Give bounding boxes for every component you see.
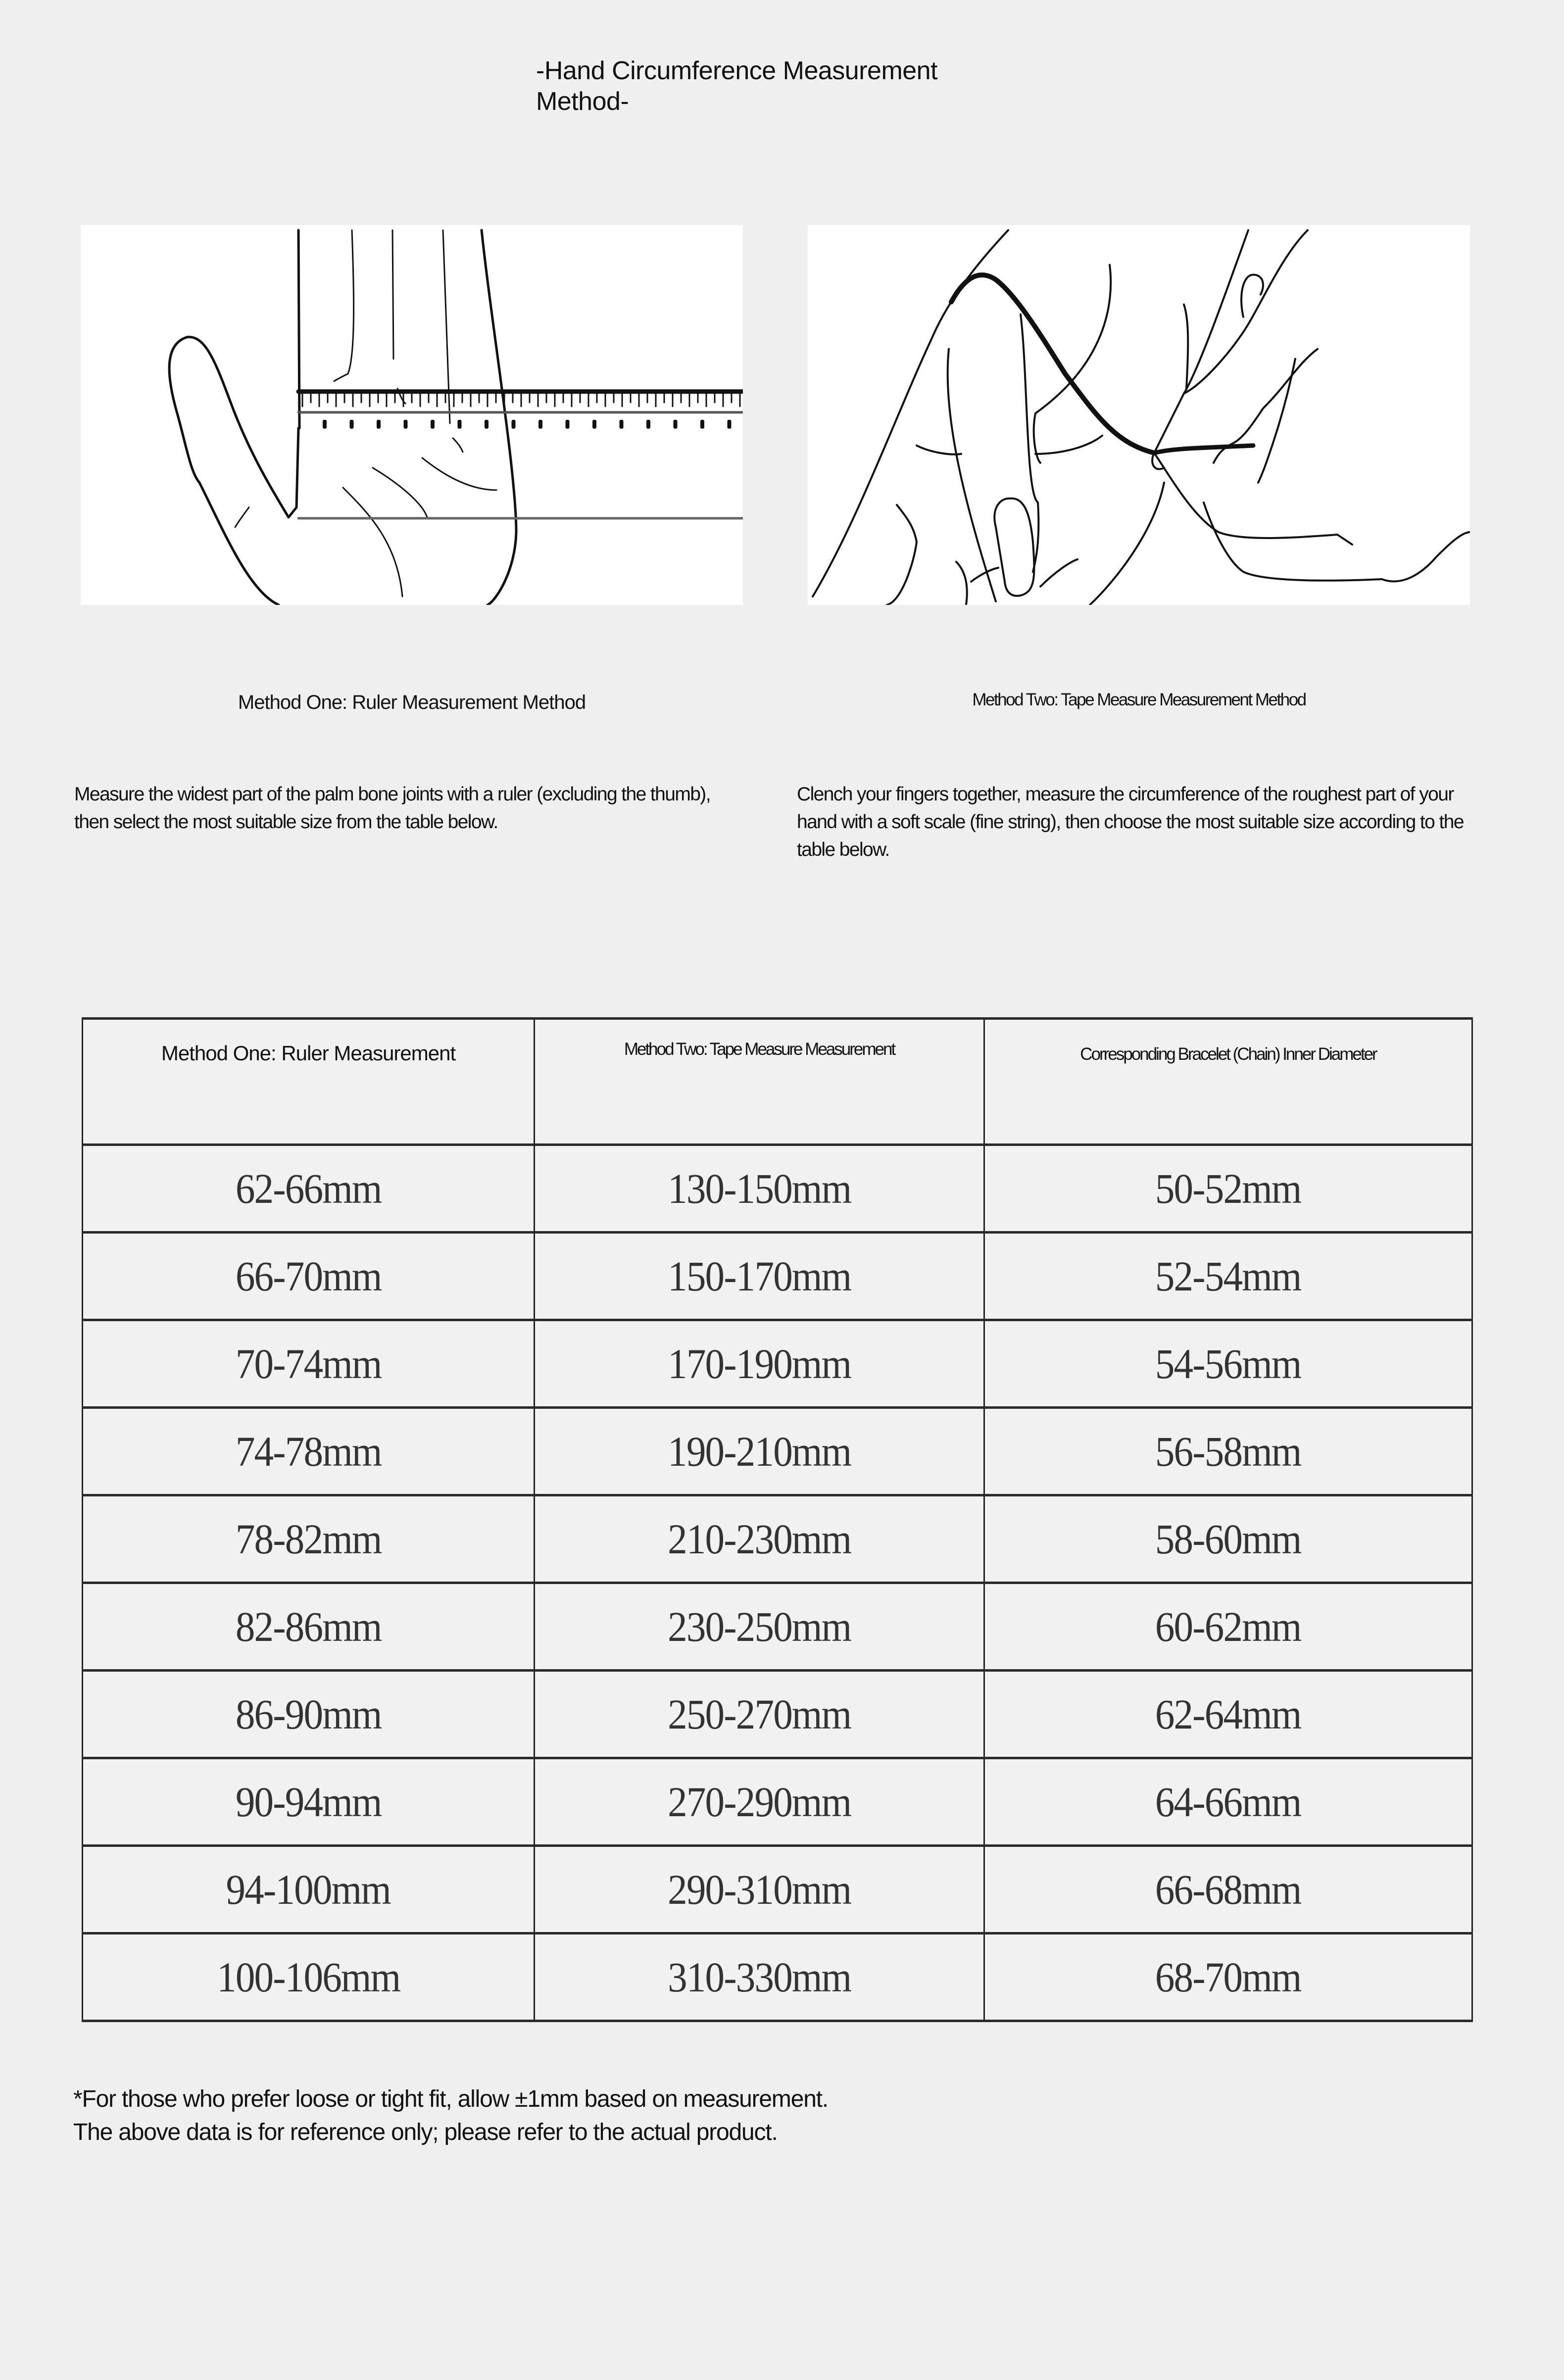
finger-outline bbox=[392, 230, 393, 359]
inner-diameter-value-text: 60-62mm bbox=[1155, 1603, 1301, 1650]
ruler-marker bbox=[592, 420, 596, 429]
ruler-value-text: 74-78mm bbox=[235, 1428, 382, 1475]
table-row bbox=[83, 1233, 1472, 1320]
inner-diameter-value-text: 66-68mm bbox=[1155, 1866, 1301, 1913]
tape-value-text: 190-210mm bbox=[667, 1428, 851, 1475]
hand-outline bbox=[1154, 453, 1352, 545]
finger-crease bbox=[956, 562, 967, 605]
table-row bbox=[83, 1758, 1472, 1846]
ruler-value bbox=[83, 1408, 535, 1495]
table-row bbox=[83, 1495, 1472, 1583]
ruler-marker bbox=[377, 420, 381, 429]
tape-value bbox=[535, 1671, 984, 1758]
ruler-marker bbox=[728, 420, 732, 429]
finger-outline bbox=[298, 230, 299, 428]
hand-with-string-illustration bbox=[808, 225, 1470, 605]
inner-diameter-value-text: 56-58mm bbox=[1155, 1428, 1301, 1475]
knuckle-crease bbox=[1035, 436, 1102, 454]
ruler-value bbox=[83, 1846, 535, 1934]
finger-outline bbox=[948, 349, 996, 601]
thumb-outline bbox=[169, 337, 298, 605]
hand-outline bbox=[1090, 483, 1164, 605]
ruler-marker bbox=[485, 420, 489, 429]
ruler-marker bbox=[566, 420, 570, 429]
tape-value bbox=[535, 1934, 984, 2021]
ruler-value bbox=[83, 1671, 535, 1758]
size-chart-table bbox=[82, 1017, 1473, 2022]
finger-outline bbox=[1184, 304, 1188, 389]
inner-diameter-value bbox=[984, 1320, 1472, 1408]
tape-value bbox=[535, 1233, 984, 1320]
footnote: *For those who prefer loose or tight fit, allow ±1mm based on measurement. The above data is for reference only; please refer to the actual product. bbox=[73, 2086, 828, 2145]
tape-value bbox=[535, 1495, 984, 1583]
thumb-tip bbox=[1241, 275, 1263, 317]
inner-diameter-value bbox=[984, 1583, 1472, 1671]
finger-outline bbox=[1021, 314, 1038, 572]
string bbox=[951, 275, 1154, 453]
fingernail bbox=[994, 498, 1034, 596]
table-row bbox=[83, 1583, 1472, 1671]
tape-value-text: 250-270mm bbox=[667, 1690, 851, 1738]
tape-value-text: 170-190mm bbox=[667, 1340, 851, 1388]
finger-crease bbox=[887, 505, 917, 605]
palm-crease bbox=[343, 488, 402, 596]
inner-diameter-value bbox=[984, 1233, 1472, 1320]
ruler-marker bbox=[512, 420, 516, 429]
inner-diameter-value bbox=[984, 1145, 1472, 1233]
ruler-value bbox=[83, 1233, 535, 1320]
palm-crease bbox=[422, 458, 496, 490]
ruler-marker bbox=[404, 420, 408, 429]
inner-diameter-value-text: 50-52mm bbox=[1155, 1165, 1301, 1212]
tape-value-text: 150-170mm bbox=[667, 1252, 851, 1300]
method-one-caption: Method One: Ruler Measurement Method bbox=[238, 692, 586, 713]
inner-diameter-value bbox=[984, 1934, 1472, 2021]
string bbox=[1154, 446, 1253, 453]
tape-value-text: 210-230mm bbox=[667, 1515, 851, 1563]
ruler-value-text: 90-94mm bbox=[235, 1778, 382, 1826]
table-row bbox=[83, 1846, 1472, 1934]
inner-diameter-value-text: 62-64mm bbox=[1155, 1690, 1301, 1738]
ruler-value bbox=[83, 1758, 535, 1846]
hand-outline bbox=[813, 230, 1008, 596]
table-row bbox=[83, 1408, 1472, 1495]
method-two-caption: Method Two: Tape Measure Measurement Method bbox=[972, 690, 1306, 709]
tape-value-text: 310-330mm bbox=[667, 1953, 851, 2001]
ruler-marker bbox=[350, 420, 354, 429]
inner-diameter-value bbox=[984, 1408, 1472, 1495]
tape-value bbox=[535, 1320, 984, 1408]
ruler-marker bbox=[431, 420, 435, 429]
inner-diameter-value bbox=[984, 1846, 1472, 1934]
ruler-value-text: 94-100mm bbox=[226, 1866, 391, 1913]
method-two-description: Clench your fingers together, measure the circumference of the roughest part of your hand with a soft scale (fine string), then choose the most suitable size according to the table below. bbox=[797, 784, 1464, 860]
finger-crease bbox=[971, 568, 998, 582]
tape-value bbox=[535, 1583, 984, 1671]
ruler-value-text: 86-90mm bbox=[235, 1690, 382, 1738]
inner-diameter-value-text: 64-66mm bbox=[1155, 1778, 1301, 1826]
ruler-value-text: 82-86mm bbox=[235, 1603, 382, 1650]
ruler-marker bbox=[458, 420, 462, 429]
finger-outline bbox=[443, 230, 450, 423]
ruler-marker bbox=[538, 420, 542, 429]
tape-value-text: 230-250mm bbox=[667, 1603, 851, 1650]
tape-value bbox=[535, 1758, 984, 1846]
inner-diameter-value bbox=[984, 1495, 1472, 1583]
inner-diameter-value-text: 52-54mm bbox=[1155, 1252, 1301, 1300]
ruler bbox=[298, 392, 743, 518]
ruler-value-text: 62-66mm bbox=[235, 1165, 382, 1212]
hand-outline bbox=[1204, 502, 1470, 581]
ruler-value-text: 66-70mm bbox=[235, 1252, 382, 1300]
ruler-value bbox=[83, 1934, 535, 2021]
header-tape-measurement: Method Two: Tape Measure Measurement bbox=[535, 1019, 984, 1145]
ruler-value bbox=[83, 1495, 535, 1583]
tape-value bbox=[535, 1846, 984, 1934]
inner-diameter-value bbox=[984, 1671, 1472, 1758]
ruler-value-text: 78-82mm bbox=[235, 1515, 382, 1563]
finger-outline bbox=[1034, 265, 1111, 463]
ruler-value bbox=[83, 1583, 535, 1671]
inner-diameter-value-text: 54-56mm bbox=[1155, 1340, 1301, 1388]
string-measurement-drawing bbox=[808, 225, 1470, 605]
tape-value-text: 290-310mm bbox=[667, 1866, 851, 1913]
ruler-marker bbox=[323, 420, 327, 429]
tape-value-text: 130-150mm bbox=[667, 1165, 851, 1212]
header-bracelet-inner-diameter: Corresponding Bracelet (Chain) Inner Diameter bbox=[984, 1019, 1472, 1145]
header-ruler-measurement: Method One: Ruler Measurement bbox=[83, 1019, 535, 1145]
knuckle-line bbox=[453, 438, 463, 452]
ruler-marker bbox=[646, 420, 650, 429]
finger-crease bbox=[1040, 559, 1077, 587]
ruler-measurement-drawing bbox=[81, 225, 743, 605]
hand-outline bbox=[1152, 230, 1248, 469]
table-row bbox=[83, 1145, 1472, 1233]
tape-value-text: 270-290mm bbox=[667, 1778, 851, 1826]
ruler-value-text: 70-74mm bbox=[235, 1340, 382, 1388]
table-header-row bbox=[83, 1019, 1472, 1145]
ruler-value-text: 100-106mm bbox=[216, 1953, 400, 2001]
palm-crease bbox=[235, 507, 249, 527]
ruler-value bbox=[83, 1320, 535, 1408]
tape-value bbox=[535, 1408, 984, 1495]
table-row bbox=[83, 1320, 1472, 1408]
palm-crease bbox=[373, 468, 427, 517]
ruler-marker bbox=[700, 420, 704, 429]
tape-value bbox=[535, 1145, 984, 1233]
inner-diameter-value-text: 58-60mm bbox=[1155, 1515, 1301, 1563]
ruler-marker bbox=[674, 420, 678, 429]
hand-outline bbox=[1184, 230, 1308, 394]
palm-outline bbox=[482, 230, 516, 605]
ruler-value bbox=[83, 1145, 535, 1233]
page-title: -Hand Circumference Measurement Method- bbox=[536, 56, 938, 116]
ruler-marker bbox=[620, 420, 624, 429]
table-row bbox=[83, 1671, 1472, 1758]
finger-outline bbox=[334, 230, 354, 381]
inner-diameter-value bbox=[984, 1758, 1472, 1846]
inner-diameter-value-text: 68-70mm bbox=[1155, 1953, 1301, 2001]
hand-with-ruler-illustration bbox=[81, 225, 743, 605]
table-row bbox=[83, 1934, 1472, 2021]
method-one-description: Measure the widest part of the palm bone joints with a ruler (excluding the thumb), then select the most suitable size from the table below. bbox=[74, 784, 710, 833]
